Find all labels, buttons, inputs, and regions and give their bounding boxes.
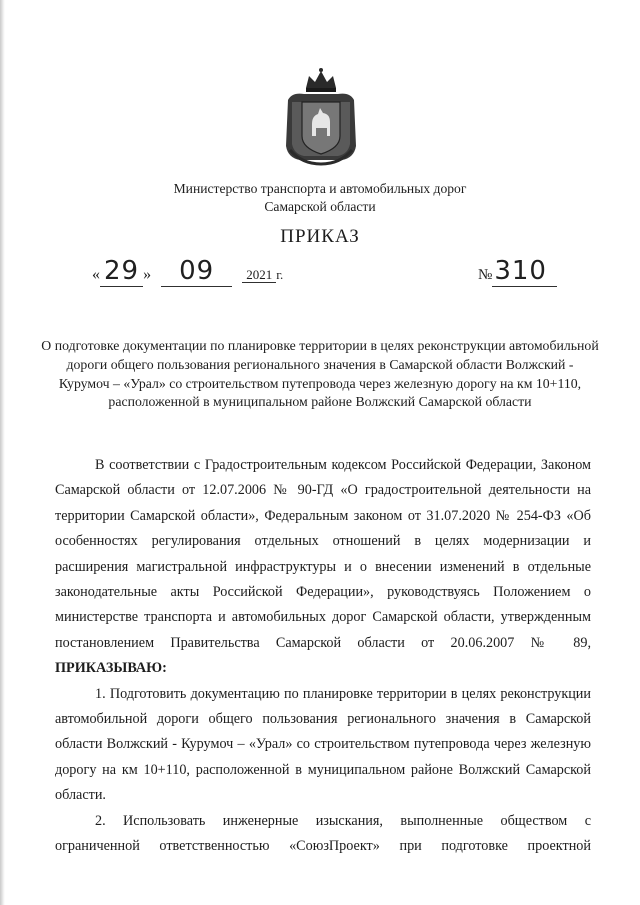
date-year-suffix: г.: [276, 267, 284, 282]
ministry-name-line2: Самарской области: [264, 199, 376, 214]
date-month: 09: [161, 256, 232, 287]
date-day: 29: [100, 256, 143, 287]
date-open-quote: «: [92, 266, 100, 283]
ministry-name-line1: Министерство транспорта и автомобильных дорог: [173, 181, 467, 196]
preamble-paragraph: [55, 453, 591, 682]
date-year: 2021: [242, 267, 276, 283]
date-close-quote: »: [143, 266, 152, 283]
document-type-title: ПРИКАЗ: [280, 226, 360, 247]
order-number: [478, 256, 557, 286]
number-value: 310: [492, 256, 557, 287]
document-body: [55, 453, 591, 860]
order-date: [92, 256, 283, 286]
order-word: ПРИКАЗЫВАЮ:: [55, 660, 167, 677]
order-item-2: 2. Использовать инженерные изыскания, выполненные обществом с ограниченной ответственностью «СоюзПроект» при подготовке проектной: [55, 812, 591, 855]
preamble-text: В соответствии с Градостроительным кодексом Российской Федерации, Законом Самарской области от 12.07.2006 № 90-ГД «О градостроительной деятельности на территории Самарской области», Федеральным законом от 31.07.2020 № 254-ФЗ «Об особенностях регулирования отдельных отношений в целях модернизации и расширения магистральной инфраструктуры и о внесении изменений в отдельные законодательные акты Российской Федерации», руководствуясь Положением о министерстве транспорта и автомобильных дорог Самарской области, утвержденным постановлением Правительства Самарской области от 20.06.2007 № 89,: [55, 457, 591, 651]
number-prefix: №: [478, 267, 493, 283]
order-item-1: 1. Подготовить документацию по планировке территории в целях реконструкции автомобильной дороги общего пользования регионального значения в Самарской области Волжский - Курумоч – «Урал» со строительством путепровода через железную дорогу на км 10+110, расположенной в муниципальном районе Волжский Самарской области.: [55, 685, 591, 804]
scan-edge: [0, 0, 5, 905]
order-subject: О подготовке документации по планировке территории в целях реконструкции автомобильной дороги общего пользования регионального значения в Самарской области Волжский - Курумоч – «Урал» со строительством путепровода через железную дорогу на км 10+110, расположенной в муниципальном районе Волжский Самарской области: [41, 338, 599, 410]
samara-coat-of-arms-emblem: [282, 66, 360, 166]
